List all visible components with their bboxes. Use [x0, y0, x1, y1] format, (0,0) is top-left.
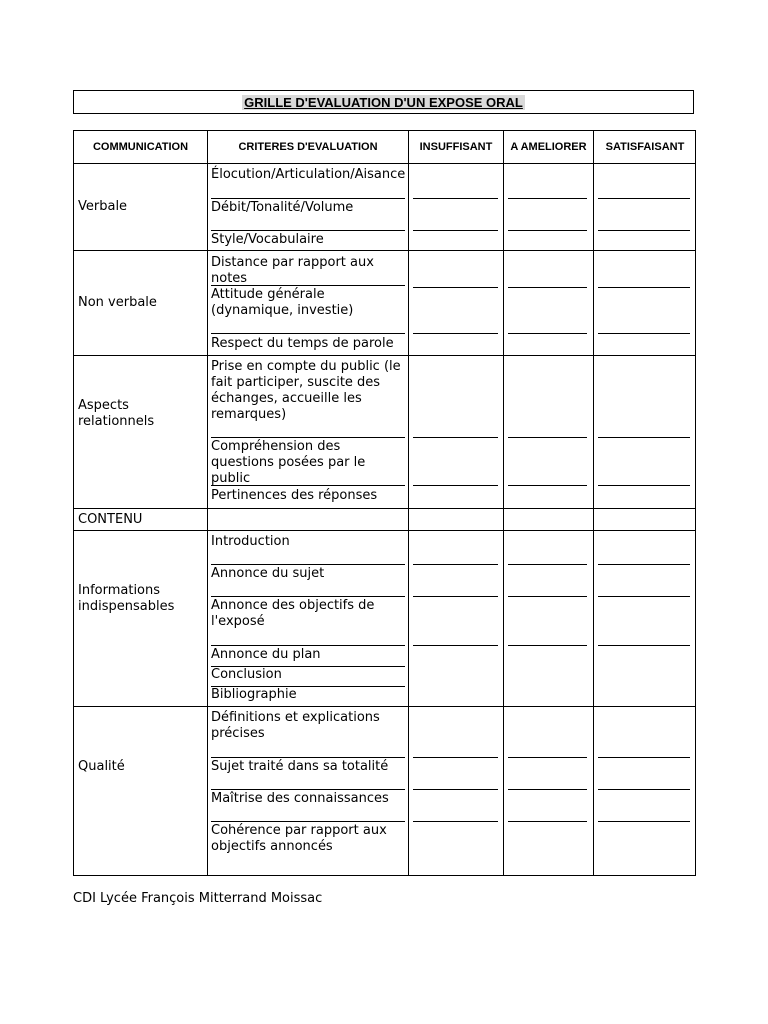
- rating-blank[interactable]: [413, 757, 498, 758]
- criterion-underline: [211, 564, 405, 565]
- rating-blank[interactable]: [598, 198, 690, 199]
- criterion-underline: [211, 333, 405, 334]
- criterion-text: Débit/Tonalité/Volume: [211, 200, 354, 215]
- rating-blank[interactable]: [598, 333, 690, 334]
- rating-blank[interactable]: [413, 789, 498, 790]
- criterion-text: Sujet traité dans sa totalité: [211, 759, 389, 774]
- rating-blank[interactable]: [598, 485, 690, 486]
- criterion-text: Distance par rapport aux notes: [211, 255, 374, 286]
- page-title: GRILLE D'EVALUATION D'UN EXPOSE ORAL: [244, 94, 523, 110]
- rating-blank[interactable]: [598, 645, 690, 646]
- criterion-underline: [211, 485, 405, 486]
- criterion-text: Respect du temps de parole: [211, 336, 394, 351]
- category-informations-indispensables: Informations indispensables: [78, 582, 175, 614]
- category-contenu: CONTENU: [78, 511, 143, 527]
- criterion-underline: [211, 198, 405, 199]
- criterion-text: Compréhension des questions posées par le public: [211, 439, 366, 486]
- criterion-underline: [211, 666, 405, 667]
- category-verbale: Verbale: [78, 199, 128, 214]
- title-box: [73, 90, 694, 114]
- rating-blank[interactable]: [508, 564, 587, 565]
- criterion-text: Annonce du sujet: [211, 566, 325, 581]
- criterion-underline: [211, 757, 405, 758]
- rating-blank[interactable]: [598, 437, 690, 438]
- column-divider: [207, 131, 208, 875]
- criterion-text: Définitions et explications précises: [211, 710, 380, 741]
- header-criteres: CRITERES D'EVALUATION: [238, 141, 378, 153]
- criterion-underline: [211, 789, 405, 790]
- rating-blank[interactable]: [508, 437, 587, 438]
- rating-blank[interactable]: [413, 564, 498, 565]
- criterion-underline: [211, 230, 405, 231]
- rating-blank[interactable]: [508, 645, 587, 646]
- rating-blank[interactable]: [598, 564, 690, 565]
- rating-blank[interactable]: [598, 596, 690, 597]
- criterion-text: Bibliographie: [211, 687, 297, 702]
- criterion-text: Pertinences des réponses: [211, 488, 378, 503]
- rating-blank[interactable]: [413, 333, 498, 334]
- criterion-underline: [211, 686, 405, 687]
- rating-blank[interactable]: [598, 230, 690, 231]
- rating-blank[interactable]: [598, 821, 690, 822]
- criterion-text: Annonce des objectifs de l'exposé: [211, 598, 375, 629]
- header-ameliorer: A AMELIORER: [510, 141, 587, 153]
- criterion-text: Maîtrise des connaissances: [211, 791, 389, 806]
- criterion-underline: [211, 596, 405, 597]
- header-communication: COMMUNICATION: [92, 141, 189, 153]
- rating-blank[interactable]: [508, 821, 587, 822]
- rating-blank[interactable]: [413, 596, 498, 597]
- criterion-text: Introduction: [211, 534, 290, 549]
- rating-blank[interactable]: [413, 230, 498, 231]
- criterion-text: Conclusion: [211, 667, 282, 682]
- column-divider: [503, 131, 504, 875]
- category-aspects-relationnels: Aspects relationnels: [78, 398, 155, 429]
- criterion-text: Cohérence par rapport aux objectifs annoncés: [211, 823, 387, 854]
- column-divider: [408, 131, 409, 875]
- rating-blank[interactable]: [508, 333, 587, 334]
- rating-blank[interactable]: [413, 287, 498, 288]
- category-non-verbale: Non verbale: [78, 295, 157, 310]
- rating-blank[interactable]: [598, 287, 690, 288]
- rating-blank[interactable]: [413, 485, 498, 486]
- criterion-underline: [211, 437, 405, 438]
- rating-blank[interactable]: [413, 645, 498, 646]
- rating-blank[interactable]: [598, 789, 690, 790]
- rating-blank[interactable]: [508, 230, 587, 231]
- rating-blank[interactable]: [508, 596, 587, 597]
- category-qualite: Qualité: [78, 759, 125, 774]
- rating-blank[interactable]: [413, 198, 498, 199]
- rating-blank[interactable]: [508, 789, 587, 790]
- evaluation-grid: [73, 130, 696, 876]
- header-insuffisant: INSUFFISANT: [419, 141, 493, 153]
- rating-blank[interactable]: [508, 485, 587, 486]
- criterion-underline: [211, 821, 405, 822]
- criterion-text: Annonce du plan: [211, 647, 321, 662]
- criterion-text: Attitude générale (dynamique, investie): [211, 287, 354, 318]
- rating-blank[interactable]: [413, 437, 498, 438]
- rating-blank[interactable]: [508, 198, 587, 199]
- header-satisfaisant: SATISFAISANT: [605, 141, 685, 153]
- rating-blank[interactable]: [413, 821, 498, 822]
- criterion-text: Style/Vocabulaire: [211, 232, 324, 247]
- criterion-underline: [211, 645, 405, 646]
- rating-blank[interactable]: [508, 287, 587, 288]
- criterion-text: Prise en compte du public (le fait participer, suscite des échanges, accueille les remarques): [211, 359, 401, 422]
- column-divider: [593, 131, 594, 875]
- criterion-underline: [211, 285, 405, 286]
- rating-blank[interactable]: [598, 757, 690, 758]
- footer-text: CDI Lycée François Mitterrand Moissac: [73, 891, 323, 906]
- rating-blank[interactable]: [508, 757, 587, 758]
- criterion-text: Élocution/Articulation/Aisance: [211, 167, 406, 182]
